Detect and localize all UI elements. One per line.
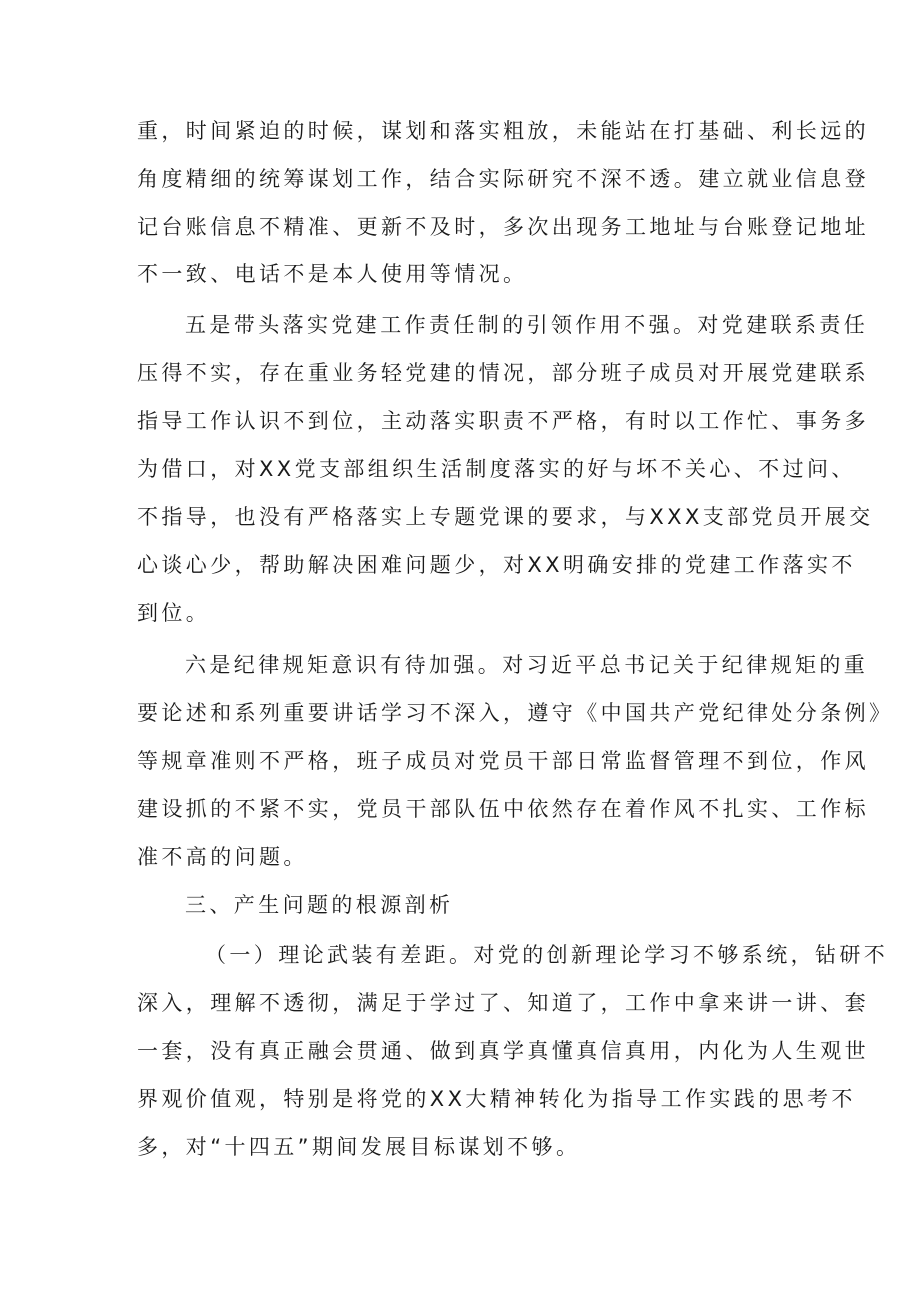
text-line: 深入，理解不透彻，满足于学过了、知道了，工作中拿来讲一讲、套 <box>137 991 869 1015</box>
text-line: 准不高的问题。 <box>137 845 308 869</box>
section-heading: 三、产生问题的根源剖析 <box>185 893 454 917</box>
text-line: 一套，没有真正融会贯通、做到真学真懂真信真用，内化为人生观世 <box>137 1039 869 1063</box>
text-line: 要论述和系列重要讲话学习不深入，遵守《中国共产党纪律处分条例》 <box>137 701 894 725</box>
text-line: 记台账信息不精准、更新不及时，多次出现务工地址与台账登记地址 <box>137 215 869 239</box>
subsection-first-line: （一）理论武装有差距。对党的创新理论学习不够系统，钻研不 <box>205 943 889 967</box>
text-line: 等规章准则不严格，班子成员对党员干部日常监督管理不到位，作风 <box>137 749 869 773</box>
paragraph-five-first-line: 五是带头落实党建工作责任制的引领作用不强。对党建联系责任 <box>185 313 869 337</box>
text-line: 心谈心少，帮助解决困难问题少，对XX明确安排的党建工作落实不 <box>137 553 856 577</box>
text-line: 角度精细的统筹谋划工作，结合实际研究不深不透。建立就业信息登 <box>137 167 869 191</box>
text-line: 指导工作认识不到位，主动落实职责不严格，有时以工作忙、事务多 <box>137 409 869 433</box>
text-line: 不一致、电话不是本人使用等情况。 <box>137 262 528 286</box>
paragraph-six-first-line: 六是纪律规矩意识有待加强。对习近平总书记关于纪律规矩的重 <box>185 653 869 677</box>
text-line: 多，对“十四五”期间发展目标谋划不够。 <box>137 1135 581 1159</box>
text-line: 不指导，也没有严格落实上专题党课的要求，与XXX支部党员开展交 <box>137 505 874 529</box>
text-line: 压得不实，存在重业务轻党建的情况，部分班子成员对开展党建联系 <box>137 361 869 385</box>
text-line: 重，时间紧迫的时候，谋划和落实粗放，未能站在打基础、利长远的 <box>137 119 869 143</box>
text-line: 界观价值观，特别是将党的XX大精神转化为指导工作实践的思考不 <box>137 1087 856 1111</box>
text-line: 建设抓的不紧不实，党员干部队伍中依然存在着作风不扎实、工作标 <box>137 797 869 821</box>
text-line: 到位。 <box>137 601 211 625</box>
text-line: 为借口，对XX党支部组织生活制度落实的好与坏不关心、不过问、 <box>137 457 856 481</box>
